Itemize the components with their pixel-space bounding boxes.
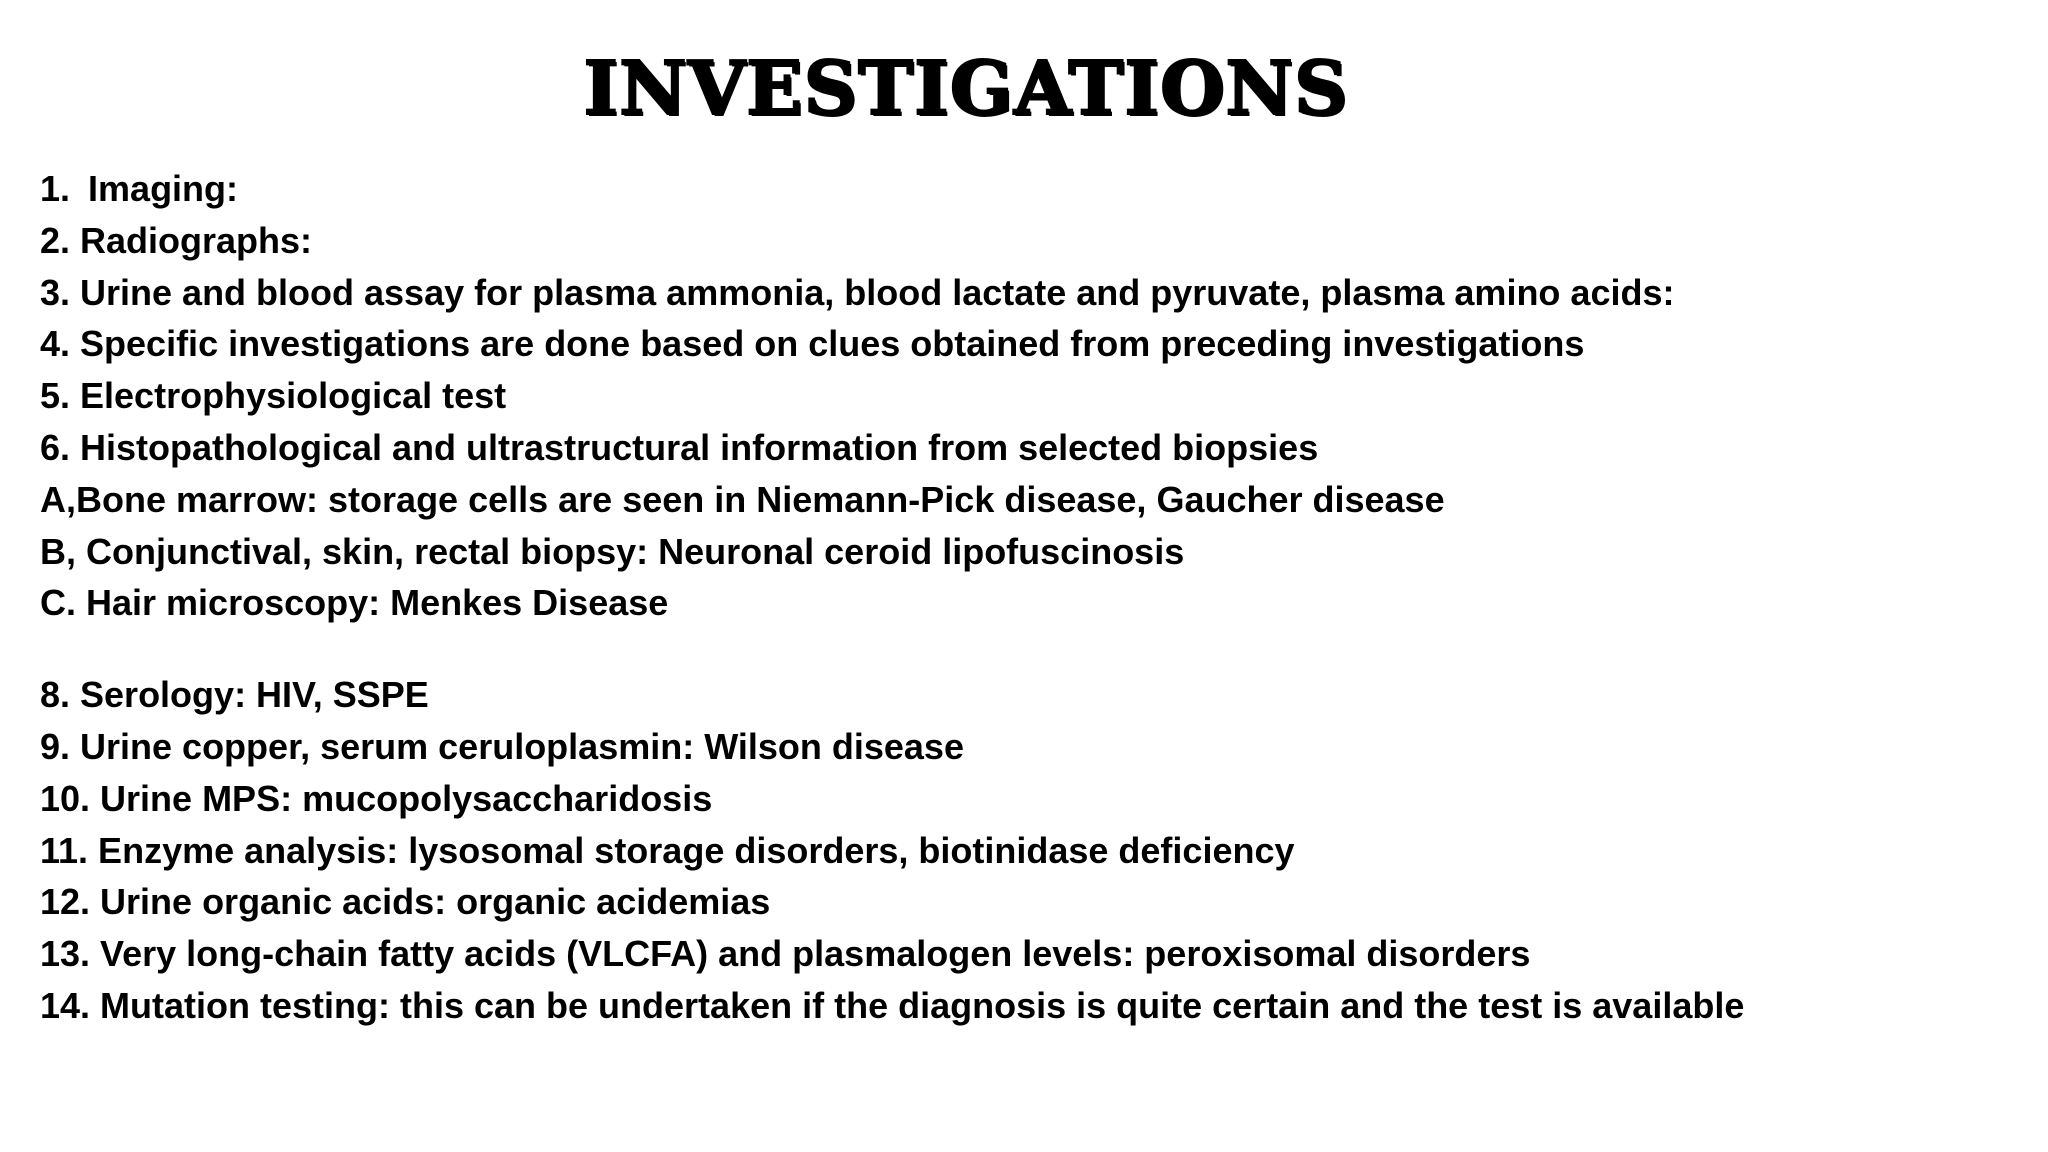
- list-item-number: 1.: [40, 168, 71, 209]
- list-item-mutation-testing: 14. Mutation testing: this can be undertaken if the diagnosis is quite certain and the test is available: [40, 984, 1745, 1026]
- list-item-imaging: [40, 163, 2030, 215]
- investigation-list: [40, 163, 2030, 1032]
- list-item-urine-organic-acids: 12. Urine organic acids: organic acidemias: [40, 881, 771, 923]
- list-item-urine-copper: 9. Urine copper, serum ceruloplasmin: Wilson disease: [40, 725, 964, 767]
- list-item-serology: 8. Serology: HIV, SSPE: [40, 674, 429, 716]
- list-item-radiographs: 2. Radiographs:: [40, 219, 313, 261]
- list-item-urine-blood-assay: 3. Urine and blood assay for plasma ammonia, blood lactate and pyruvate, plasma amino acids:: [40, 271, 1675, 313]
- list-item-vlcfa: 13. Very long-chain fatty acids (VLCFA) and plasmalogen levels: peroxisomal disorders: [40, 933, 1531, 975]
- list-item-enzyme-analysis: 11. Enzyme analysis: lysosomal storage disorders, biotinidase deficiency: [40, 829, 1295, 871]
- list-spacer: [40, 629, 2030, 669]
- list-item-urine-mps: 10. Urine MPS: mucopolysaccharidosis: [40, 777, 713, 819]
- list-item-hair-microscopy: C. Hair microscopy: Menkes Disease: [40, 582, 669, 624]
- list-item-histopathological: 6. Histopathological and ultrastructural information from selected biopsies: [40, 426, 1319, 468]
- list-item-electrophysiological: 5. Electrophysiological test: [40, 375, 507, 417]
- slide-title: INVESTIGATIONS: [583, 46, 1349, 132]
- list-item-text: Imaging:: [88, 168, 239, 209]
- list-item-conjunctival-biopsy: B, Conjunctival, skin, rectal biopsy: Neuronal ceroid lipofuscinosis: [40, 530, 1185, 572]
- list-item-specific-investigations: 4. Specific investigations are done based on clues obtained from preceding investigations: [40, 323, 1585, 365]
- list-item-bone-marrow: A,Bone marrow: storage cells are seen in Niemann-Pick disease, Gaucher disease: [40, 478, 1445, 520]
